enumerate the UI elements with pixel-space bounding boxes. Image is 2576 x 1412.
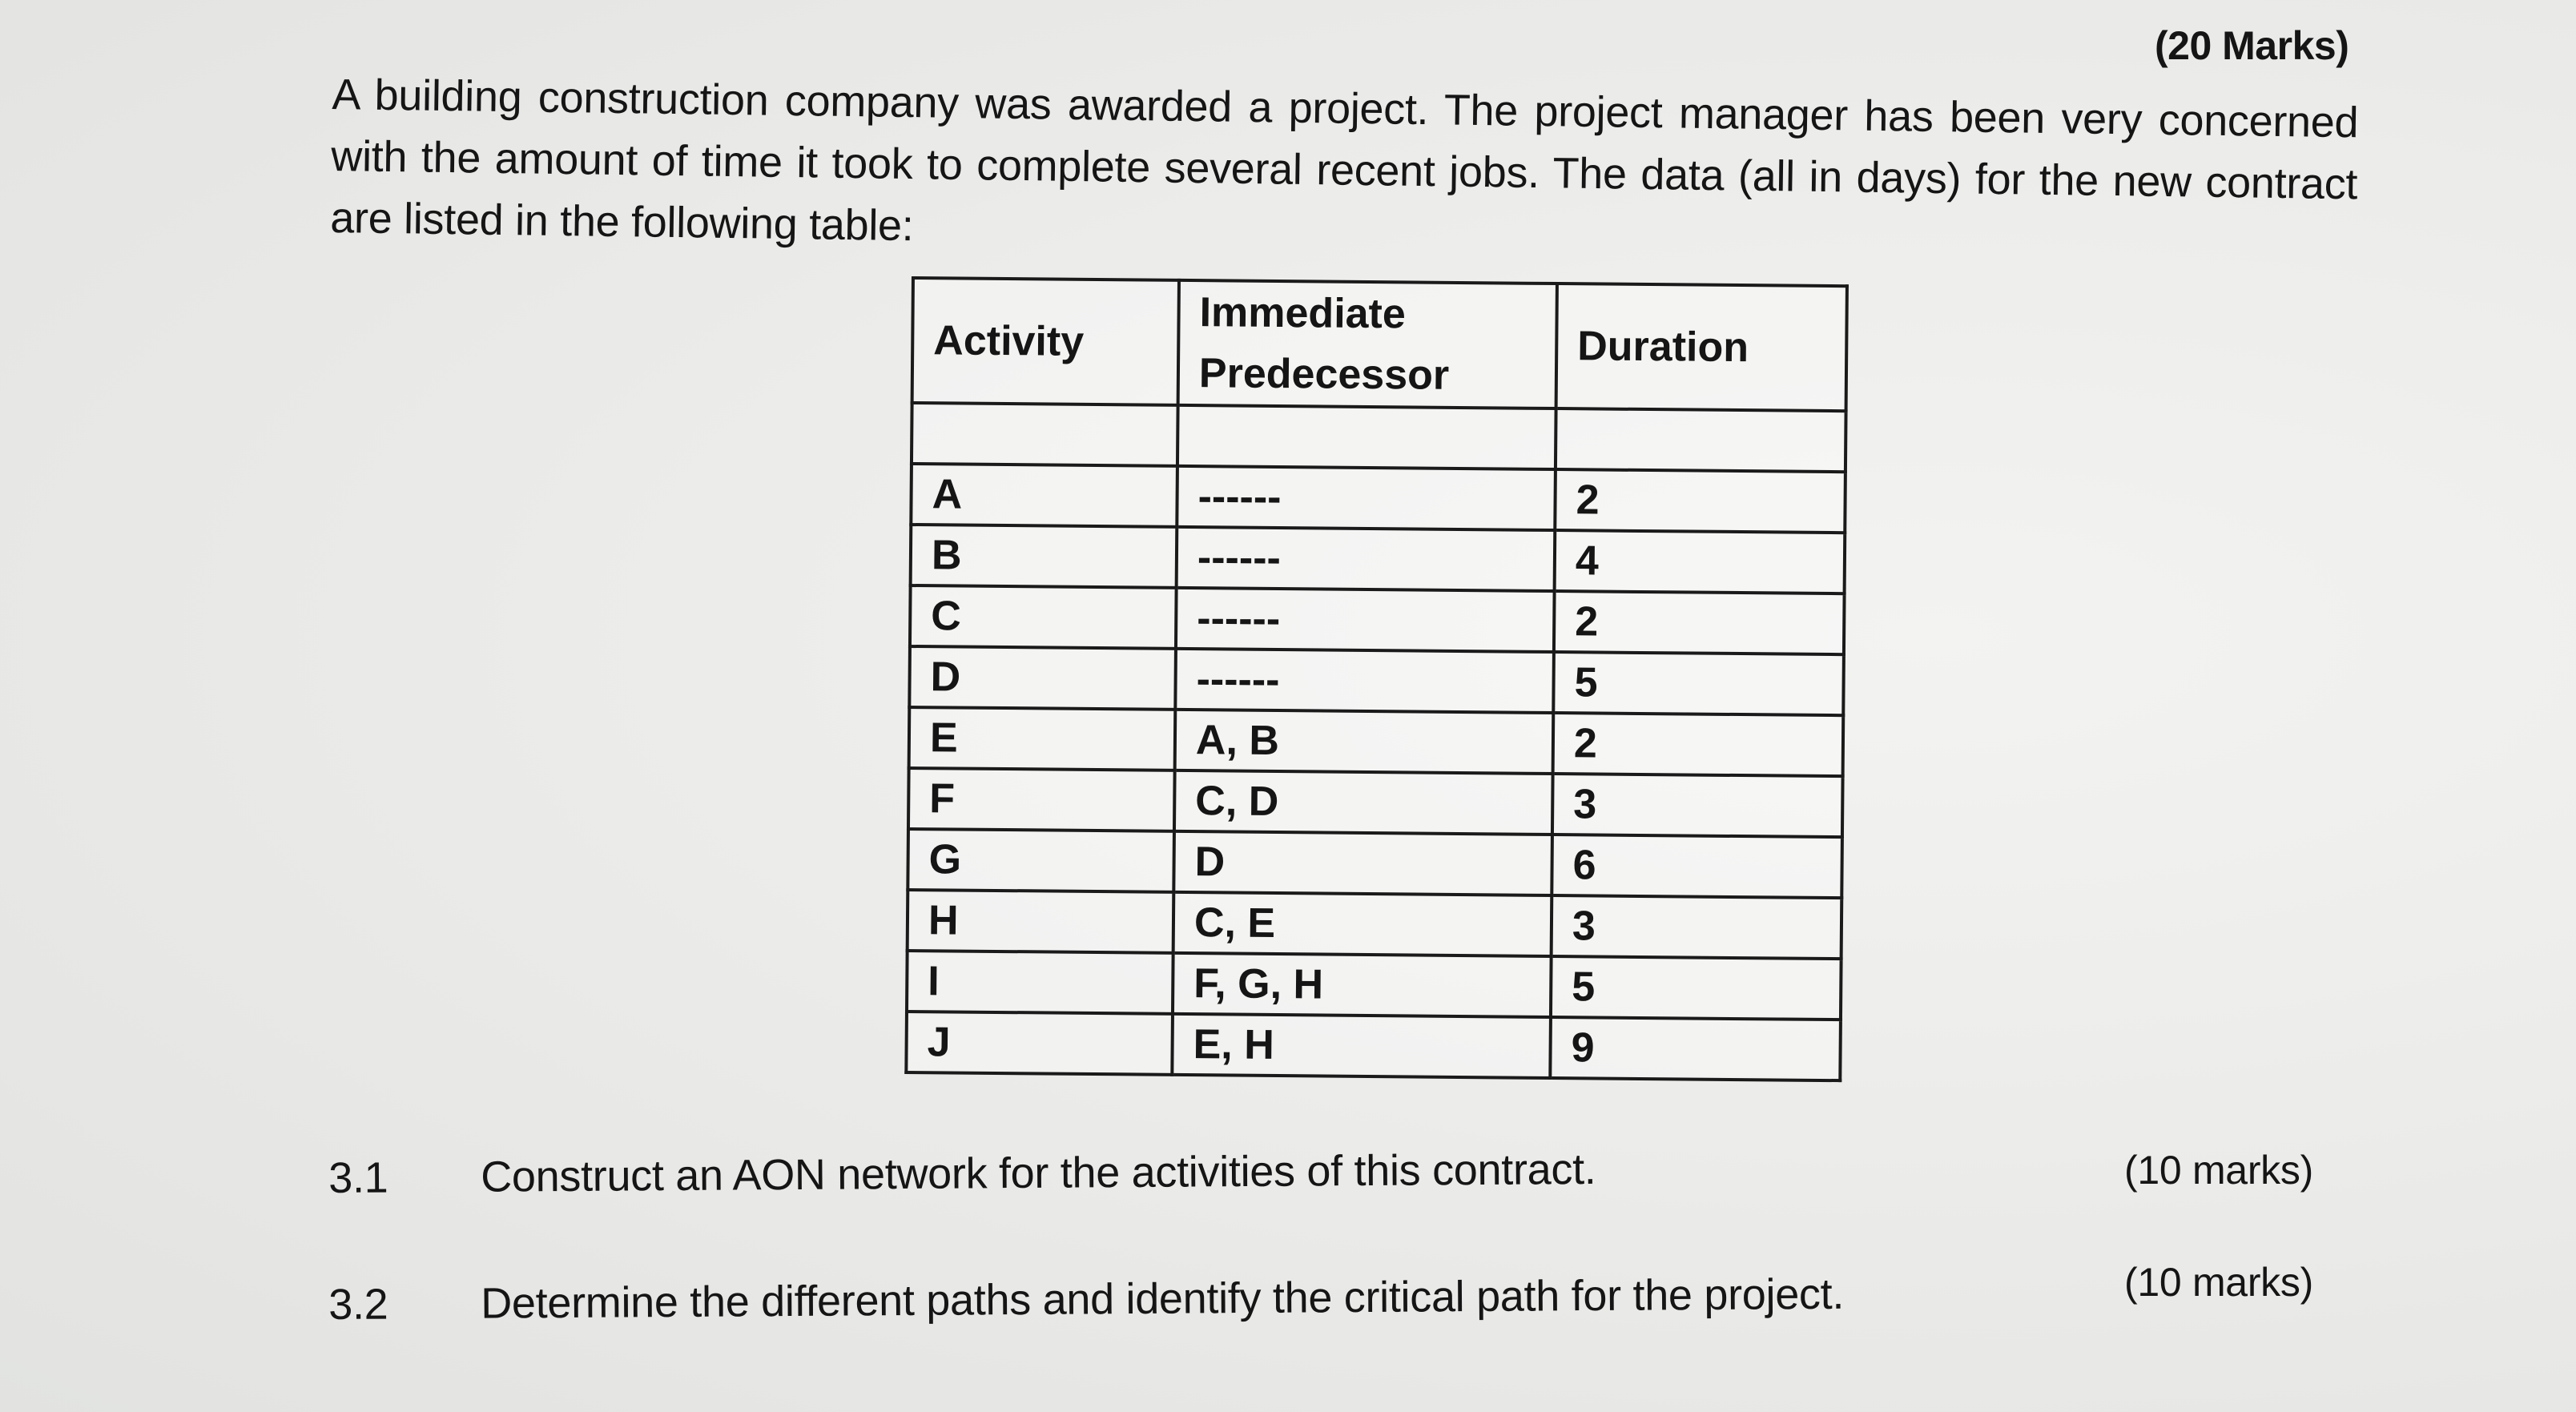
cell-predecessor: ------ xyxy=(1177,527,1556,591)
cell-activity: H xyxy=(908,890,1174,953)
cell-predecessor: F, G, H xyxy=(1173,953,1552,1017)
cell-duration: 2 xyxy=(1553,713,1844,776)
cell-predecessor: ------ xyxy=(1175,649,1554,713)
question-text: Determine the different paths and identify the critical path for the project. xyxy=(481,1269,1845,1328)
table-row xyxy=(908,829,1842,898)
cell-activity: B xyxy=(911,525,1177,588)
question-number: 3.2 xyxy=(328,1280,388,1329)
question-3-1 xyxy=(328,1144,1596,1203)
table-row xyxy=(908,890,1842,959)
cell-activity: G xyxy=(908,829,1174,892)
table-row xyxy=(911,525,1845,593)
question-3-1-marks: (10 marks) xyxy=(2124,1148,2313,1193)
cell-predecessor: C, E xyxy=(1173,892,1552,956)
cell-activity: J xyxy=(906,1012,1173,1075)
question-number: 3.1 xyxy=(328,1153,388,1202)
table-row xyxy=(907,951,1841,1020)
cell-predecessor: ------ xyxy=(1176,588,1555,652)
cell-duration: 4 xyxy=(1555,530,1845,593)
cell-duration: 5 xyxy=(1553,652,1844,715)
blank-cell xyxy=(1556,408,1846,472)
cell-predecessor: D xyxy=(1173,831,1552,895)
table-row xyxy=(909,707,1844,776)
cell-predecessor: E, H xyxy=(1172,1014,1551,1078)
cell-duration: 2 xyxy=(1555,469,1845,533)
header-duration: Duration xyxy=(1556,284,1847,411)
question-3-2 xyxy=(328,1269,1844,1330)
cell-duration: 3 xyxy=(1552,895,1842,959)
cell-activity: E xyxy=(909,707,1176,770)
cell-activity: I xyxy=(907,951,1173,1014)
table-row xyxy=(910,585,1845,654)
cell-duration: 5 xyxy=(1551,956,1841,1020)
cell-activity: D xyxy=(909,646,1176,710)
table-row xyxy=(906,1012,1841,1080)
cell-predecessor: C, D xyxy=(1174,770,1553,835)
table-blank-row xyxy=(912,403,1846,472)
question-text: Construct an AON network for the activities of this contract. xyxy=(481,1144,1596,1201)
total-marks: (20 Marks) xyxy=(2155,23,2349,68)
question-3-2-marks: (10 marks) xyxy=(2124,1260,2313,1305)
table-row xyxy=(908,768,1843,837)
table-row xyxy=(911,464,1845,533)
cell-predecessor: A, B xyxy=(1175,710,1554,774)
cell-duration: 6 xyxy=(1552,835,1842,898)
table-header-row xyxy=(912,278,1847,411)
blank-cell xyxy=(1177,405,1556,469)
blank-cell xyxy=(912,403,1178,466)
activity-table-wrapper xyxy=(904,276,1849,1082)
cell-duration: 3 xyxy=(1552,774,1843,837)
table-row xyxy=(909,646,1844,715)
cell-duration: 2 xyxy=(1554,591,1845,654)
activity-table xyxy=(904,276,1849,1082)
cell-predecessor: ------ xyxy=(1177,466,1556,530)
header-activity: Activity xyxy=(912,278,1179,405)
header-predecessor: Immediate Predecessor xyxy=(1178,280,1557,408)
intro-paragraph: A building construction company was awarded a project. The project manager has been very concerned with the amount of time it took to complete several recent jobs. The data (all in days) for the new contract are listed in the following table: xyxy=(329,70,2359,251)
cell-activity: F xyxy=(908,768,1175,831)
cell-duration: 9 xyxy=(1550,1017,1841,1080)
cell-activity: C xyxy=(910,585,1177,649)
cell-activity: A xyxy=(911,464,1177,527)
